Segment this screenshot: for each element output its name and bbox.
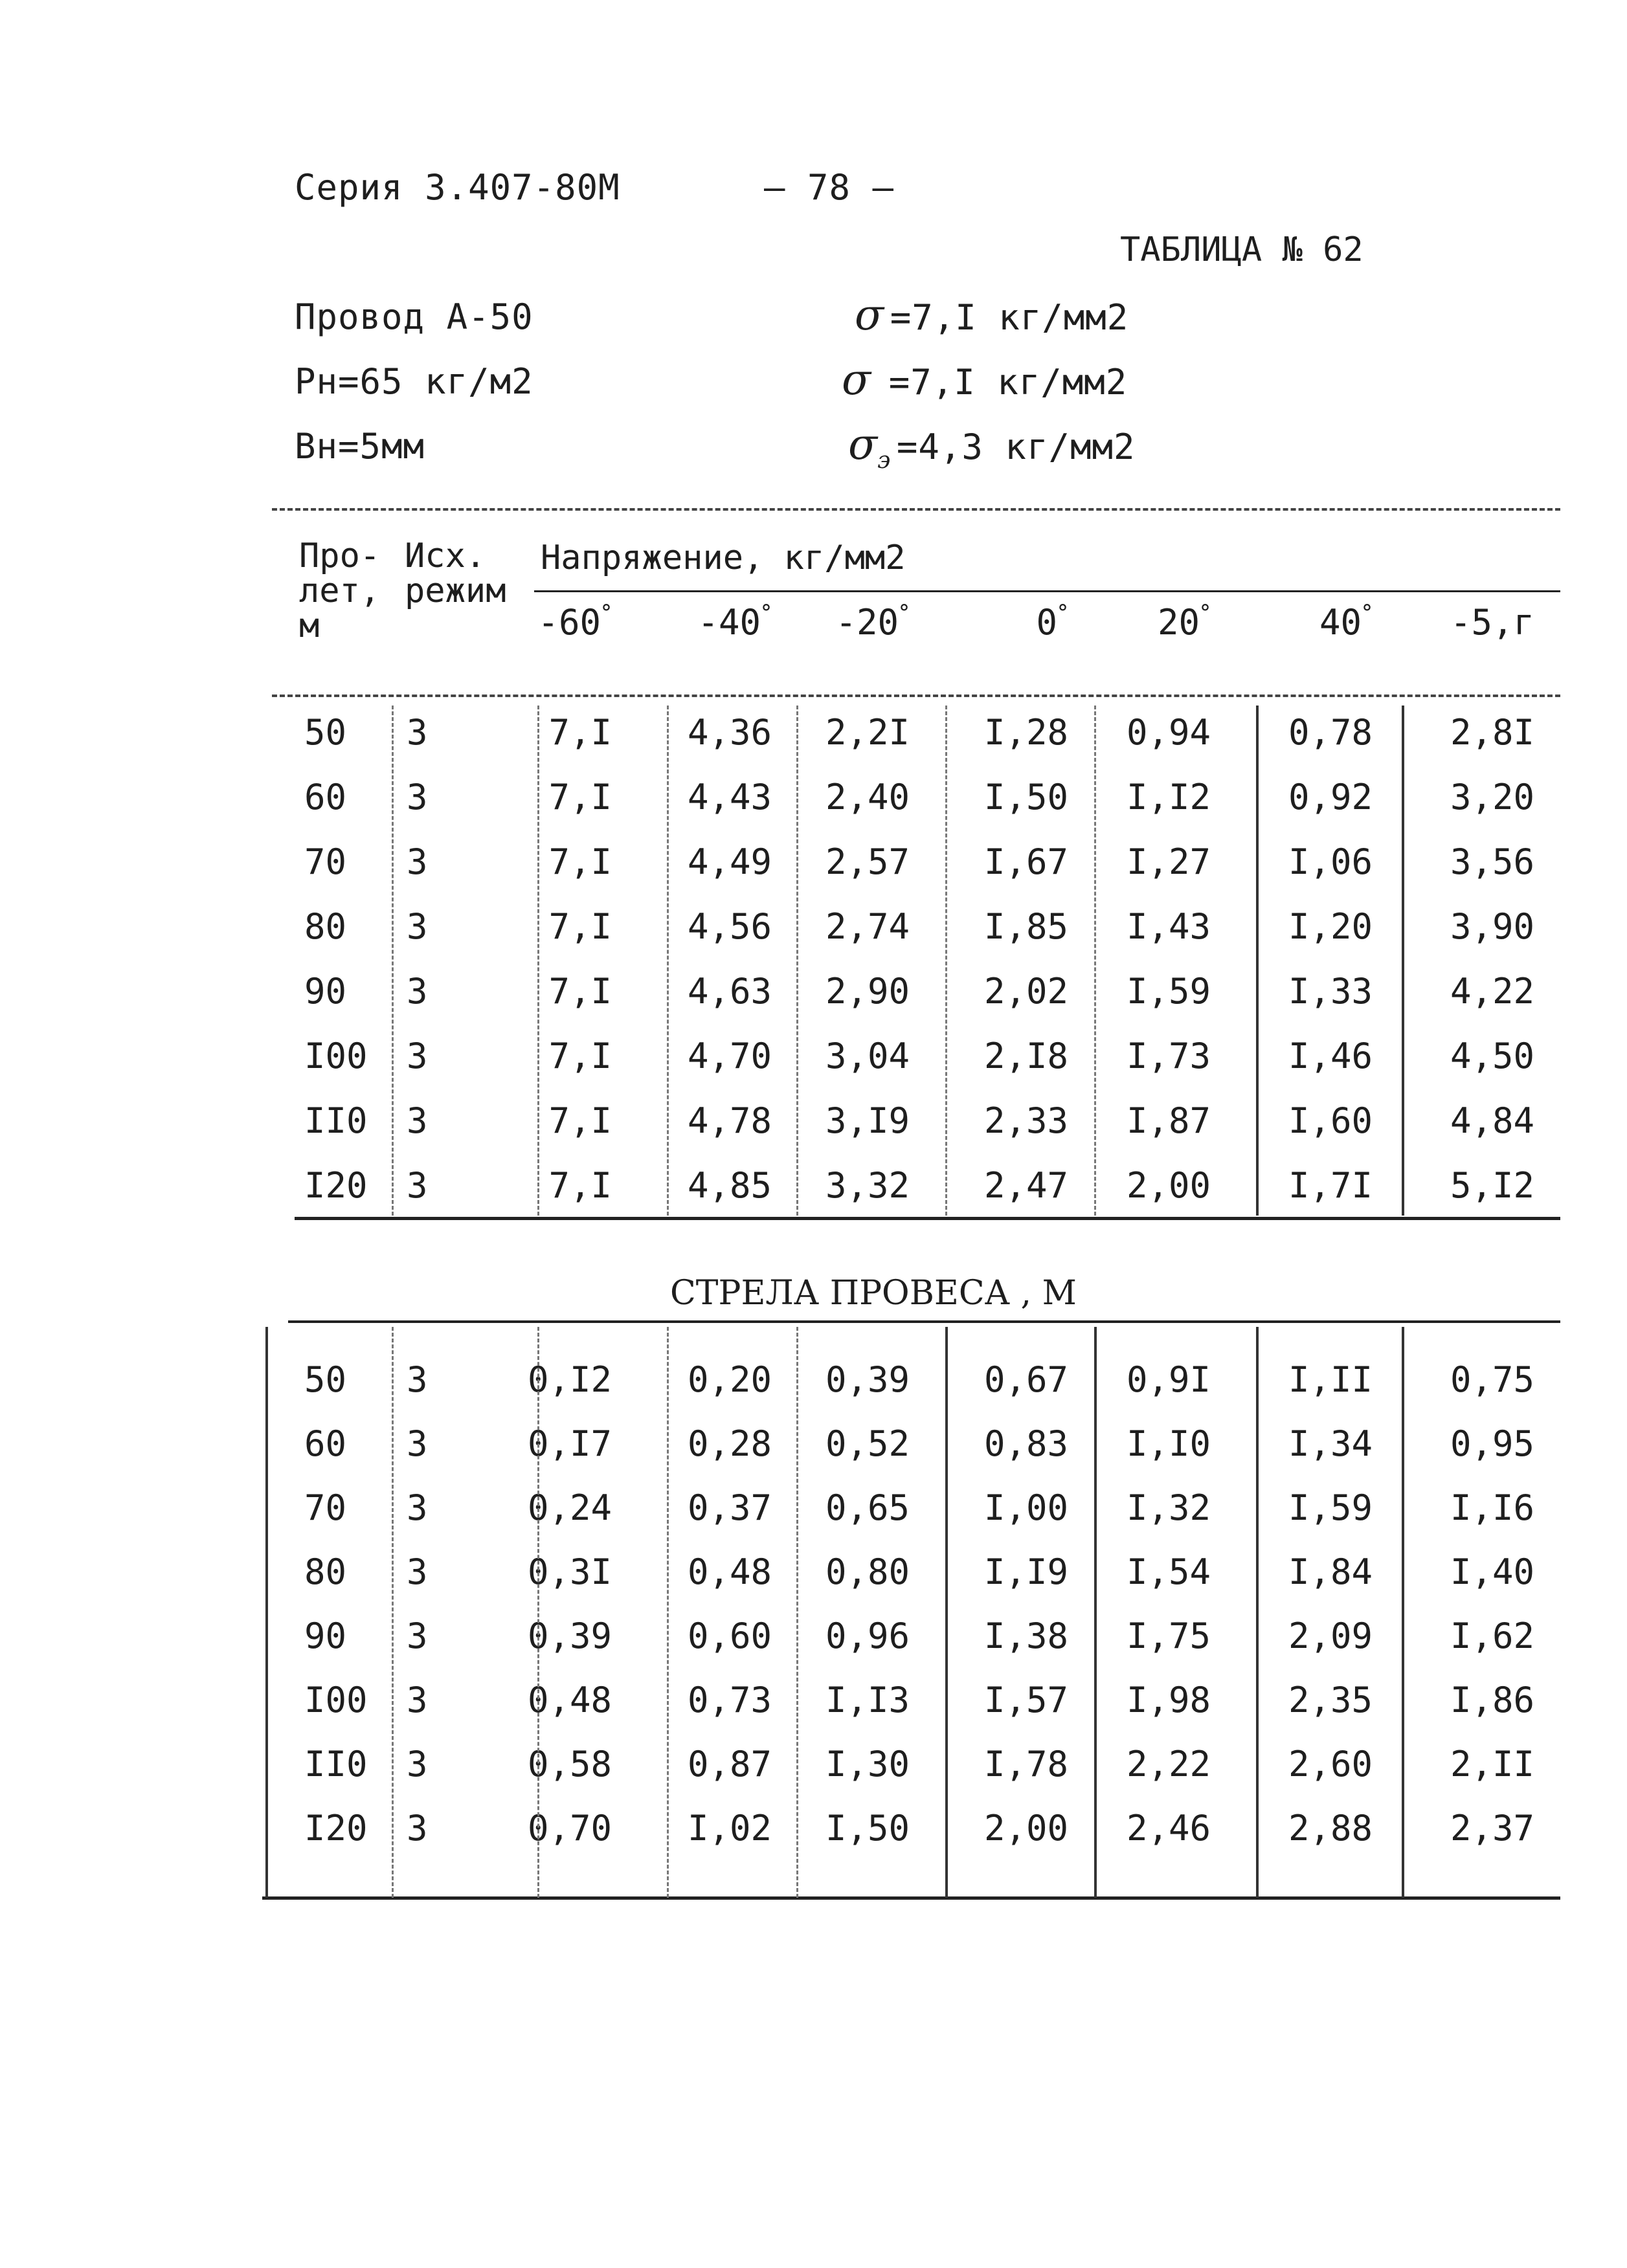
sigma-1 bbox=[855, 290, 1128, 340]
regime-cell: 3 bbox=[407, 1487, 428, 1528]
value-cell: 2,8I bbox=[1450, 712, 1534, 753]
stress-header-rule bbox=[534, 590, 1560, 592]
span-cell: 90 bbox=[304, 971, 347, 1012]
value-cell: 2,88 bbox=[1288, 1808, 1373, 1849]
value-cell: 2,35 bbox=[1288, 1680, 1373, 1720]
degree-mark: ° bbox=[1200, 600, 1211, 626]
value-cell: 7,I bbox=[548, 1036, 612, 1076]
value-cell: 0,78 bbox=[1288, 712, 1373, 753]
regime-cell: 3 bbox=[407, 971, 428, 1012]
wire-label: Провод А-50 bbox=[295, 296, 533, 337]
span-cell: 80 bbox=[304, 906, 347, 947]
value-cell: 2,00 bbox=[1126, 1165, 1211, 1206]
value-cell: I,27 bbox=[1126, 841, 1211, 882]
value-cell: I,40 bbox=[1450, 1551, 1534, 1592]
value-cell: 3,I9 bbox=[825, 1100, 910, 1141]
regime-header: Исх. режим bbox=[405, 537, 506, 610]
column-divider bbox=[1402, 706, 1404, 1216]
value-cell: I,57 bbox=[983, 1680, 1068, 1720]
value-cell: I,02 bbox=[687, 1808, 772, 1849]
regime-cell: 3 bbox=[407, 777, 428, 817]
column-divider bbox=[1094, 706, 1096, 1216]
value-cell: 4,49 bbox=[687, 841, 772, 882]
span-cell: I00 bbox=[304, 1680, 368, 1720]
value-cell: 0,I7 bbox=[527, 1423, 612, 1464]
value-cell: I,43 bbox=[1126, 906, 1211, 947]
regime-cell: 3 bbox=[407, 841, 428, 882]
value-cell: 7,I bbox=[548, 712, 612, 753]
span-cell: I00 bbox=[304, 1036, 368, 1076]
value-cell: 4,85 bbox=[687, 1165, 772, 1206]
value-cell: 0,96 bbox=[825, 1616, 910, 1656]
degree-mark: ° bbox=[899, 600, 910, 626]
value-cell: I,59 bbox=[1126, 971, 1211, 1012]
temperature-header: -60° bbox=[537, 600, 612, 643]
value-cell: 3,20 bbox=[1450, 777, 1534, 817]
value-cell: 2,02 bbox=[983, 971, 1068, 1012]
value-cell: 0,87 bbox=[687, 1744, 772, 1784]
regime-cell: 3 bbox=[407, 1744, 428, 1784]
value-cell: I,67 bbox=[983, 841, 1068, 882]
span-cell: 60 bbox=[304, 1423, 347, 1464]
column-divider bbox=[945, 706, 947, 1216]
value-cell: 2,47 bbox=[983, 1165, 1068, 1206]
regime-cell: 3 bbox=[407, 1551, 428, 1592]
value-cell: 0,I2 bbox=[527, 1359, 612, 1400]
value-cell: 0,24 bbox=[527, 1487, 612, 1528]
value-cell: 7,I bbox=[548, 841, 612, 882]
temperature-header: 0° bbox=[1036, 600, 1068, 643]
degree-mark: ° bbox=[761, 600, 772, 626]
span-cell: 80 bbox=[304, 1551, 347, 1592]
value-cell: 2,II bbox=[1450, 1744, 1534, 1784]
column-divider bbox=[1402, 1327, 1404, 1898]
value-cell: I,06 bbox=[1288, 841, 1373, 882]
temperature-header: 20° bbox=[1157, 600, 1211, 643]
degree-mark: ° bbox=[601, 600, 612, 626]
value-cell: 0,94 bbox=[1126, 712, 1211, 753]
value-cell: 4,56 bbox=[687, 906, 772, 947]
value-cell: 2,46 bbox=[1126, 1808, 1211, 1849]
value-cell: I,II bbox=[1288, 1359, 1373, 1400]
table-bottom-rule bbox=[262, 1896, 1560, 1900]
sigma-1-icon: σ bbox=[855, 290, 884, 340]
column-divider bbox=[1256, 1327, 1259, 1898]
regime-cell: 3 bbox=[407, 1359, 428, 1400]
value-cell: I,75 bbox=[1126, 1616, 1211, 1656]
value-cell: 2,22 bbox=[1126, 1744, 1211, 1784]
value-cell: I,32 bbox=[1126, 1487, 1211, 1528]
value-cell: I,I0 bbox=[1126, 1423, 1211, 1464]
top-rule bbox=[272, 508, 1560, 511]
header-bottom-rule bbox=[272, 695, 1560, 697]
value-cell: 2,I8 bbox=[983, 1036, 1068, 1076]
value-cell: I,38 bbox=[983, 1616, 1068, 1656]
span-header: Про- лет, м bbox=[299, 537, 381, 645]
span-cell: I20 bbox=[304, 1808, 368, 1849]
regime-cell: 3 bbox=[407, 1423, 428, 1464]
value-cell: 0,20 bbox=[687, 1359, 772, 1400]
value-cell: 2,09 bbox=[1288, 1616, 1373, 1656]
bn-label: Вн=5мм bbox=[295, 426, 425, 467]
column-divider bbox=[667, 1327, 669, 1898]
value-cell: 0,60 bbox=[687, 1616, 772, 1656]
value-cell: I,87 bbox=[1126, 1100, 1211, 1141]
span-cell: II0 bbox=[304, 1100, 368, 1141]
value-cell: 0,75 bbox=[1450, 1359, 1534, 1400]
value-cell: I,54 bbox=[1126, 1551, 1211, 1592]
sag-header-rule bbox=[288, 1320, 1560, 1323]
value-cell: 0,9I bbox=[1126, 1359, 1211, 1400]
value-cell: I,28 bbox=[983, 712, 1068, 753]
value-cell: 2,2I bbox=[825, 712, 910, 753]
value-cell: I,20 bbox=[1288, 906, 1373, 947]
value-cell: 3,04 bbox=[825, 1036, 910, 1076]
column-divider bbox=[1094, 1327, 1097, 1898]
value-cell: 2,33 bbox=[983, 1100, 1068, 1141]
value-cell: 2,40 bbox=[825, 777, 910, 817]
value-cell: 2,74 bbox=[825, 906, 910, 947]
value-cell: I,I2 bbox=[1126, 777, 1211, 817]
regime-cell: 3 bbox=[407, 1100, 428, 1141]
stress-header: Напряжение, кг/мм2 bbox=[541, 539, 906, 577]
temperature-header: -40° bbox=[697, 600, 772, 643]
span-cell: II0 bbox=[304, 1744, 368, 1784]
regime-cell: 3 bbox=[407, 906, 428, 947]
value-cell: 4,43 bbox=[687, 777, 772, 817]
value-cell: 0,58 bbox=[527, 1744, 612, 1784]
temperature-header: -20° bbox=[835, 600, 910, 643]
value-cell: I,50 bbox=[825, 1808, 910, 1849]
value-cell: I,30 bbox=[825, 1744, 910, 1784]
column-divider bbox=[796, 1327, 798, 1898]
value-cell: 4,63 bbox=[687, 971, 772, 1012]
value-cell: I,84 bbox=[1288, 1551, 1373, 1592]
value-cell: 7,I bbox=[548, 777, 612, 817]
value-cell: 4,36 bbox=[687, 712, 772, 753]
value-cell: 0,80 bbox=[825, 1551, 910, 1592]
degree-mark: ° bbox=[1057, 600, 1068, 626]
value-cell: 0,67 bbox=[983, 1359, 1068, 1400]
value-cell: 0,52 bbox=[825, 1423, 910, 1464]
value-cell: I,00 bbox=[983, 1487, 1068, 1528]
table-number: ТАБЛИЦА № 62 bbox=[1120, 230, 1363, 269]
span-cell: 50 bbox=[304, 1359, 347, 1400]
stress-bottom-rule bbox=[295, 1217, 1560, 1220]
value-cell: 0,65 bbox=[825, 1487, 910, 1528]
value-cell: 0,70 bbox=[527, 1808, 612, 1849]
sigma-2 bbox=[842, 355, 1127, 405]
value-cell: I,I3 bbox=[825, 1680, 910, 1720]
page-number: – 78 – bbox=[764, 167, 895, 208]
value-cell: 5,I2 bbox=[1450, 1165, 1534, 1206]
value-cell: 0,28 bbox=[687, 1423, 772, 1464]
value-cell: 0,95 bbox=[1450, 1423, 1534, 1464]
value-cell: 2,37 bbox=[1450, 1808, 1534, 1849]
value-cell: 7,I bbox=[548, 1100, 612, 1141]
value-cell: 2,90 bbox=[825, 971, 910, 1012]
value-cell: 0,48 bbox=[687, 1551, 772, 1592]
value-cell: I,98 bbox=[1126, 1680, 1211, 1720]
sigma-2-value: =7,I кг/мм2 bbox=[888, 362, 1128, 403]
column-divider bbox=[537, 1327, 539, 1898]
value-cell: 3,90 bbox=[1450, 906, 1534, 947]
value-cell: I,59 bbox=[1288, 1487, 1373, 1528]
value-cell: 4,50 bbox=[1450, 1036, 1534, 1076]
value-cell: I,86 bbox=[1450, 1680, 1534, 1720]
value-cell: I,34 bbox=[1288, 1423, 1373, 1464]
value-cell: 0,39 bbox=[527, 1616, 612, 1656]
degree-mark: ° bbox=[1362, 600, 1373, 626]
column-divider bbox=[392, 706, 394, 1216]
regime-cell: 3 bbox=[407, 1165, 428, 1206]
value-cell: I,73 bbox=[1126, 1036, 1211, 1076]
column-divider bbox=[796, 706, 798, 1216]
value-cell: 7,I bbox=[548, 906, 612, 947]
value-cell: 4,84 bbox=[1450, 1100, 1534, 1141]
value-cell: 0,39 bbox=[825, 1359, 910, 1400]
value-cell: 0,83 bbox=[983, 1423, 1068, 1464]
sigma-3-value: =4,3 кг/мм2 bbox=[896, 427, 1136, 467]
value-cell: I,I9 bbox=[983, 1551, 1068, 1592]
regime-cell: 3 bbox=[407, 1680, 428, 1720]
value-cell: I,50 bbox=[983, 777, 1068, 817]
span-cell: 70 bbox=[304, 841, 347, 882]
value-cell: 4,78 bbox=[687, 1100, 772, 1141]
span-cell: 50 bbox=[304, 712, 347, 753]
value-cell: I,62 bbox=[1450, 1616, 1534, 1656]
sag-header: СТРЕЛА ПРОВЕСА , М bbox=[670, 1274, 1077, 1313]
value-cell: I,33 bbox=[1288, 971, 1373, 1012]
span-cell: 70 bbox=[304, 1487, 347, 1528]
value-cell: I,60 bbox=[1288, 1100, 1373, 1141]
value-cell: 3,32 bbox=[825, 1165, 910, 1206]
regime-cell: 3 bbox=[407, 1616, 428, 1656]
regime-cell: 3 bbox=[407, 712, 428, 753]
column-divider bbox=[265, 1327, 268, 1898]
series-label: Серия 3.407-80М bbox=[295, 167, 620, 208]
sigma-3-sub: э bbox=[877, 447, 891, 474]
sigma-1-value: =7,I кг/мм2 bbox=[890, 297, 1129, 338]
column-divider bbox=[945, 1327, 948, 1898]
value-cell: I,7I bbox=[1288, 1165, 1373, 1206]
value-cell: 0,3I bbox=[527, 1551, 612, 1592]
value-cell: I,85 bbox=[983, 906, 1068, 947]
regime-cell: 3 bbox=[407, 1036, 428, 1076]
column-divider bbox=[1256, 706, 1259, 1216]
value-cell: 2,57 bbox=[825, 841, 910, 882]
span-cell: I20 bbox=[304, 1165, 368, 1206]
value-cell: 0,73 bbox=[687, 1680, 772, 1720]
value-cell: 7,I bbox=[548, 971, 612, 1012]
span-cell: 90 bbox=[304, 1616, 347, 1656]
value-cell: I,78 bbox=[983, 1744, 1068, 1784]
value-cell: 7,I bbox=[548, 1165, 612, 1206]
temperature-header: 40° bbox=[1319, 600, 1373, 643]
value-cell: 3,56 bbox=[1450, 841, 1534, 882]
sigma-3-icon: σ bbox=[848, 419, 878, 469]
value-cell: 4,70 bbox=[687, 1036, 772, 1076]
span-cell: 60 bbox=[304, 777, 347, 817]
value-cell: 0,48 bbox=[527, 1680, 612, 1720]
value-cell: I,46 bbox=[1288, 1036, 1373, 1076]
value-cell: 4,22 bbox=[1450, 971, 1534, 1012]
value-cell: 2,00 bbox=[983, 1808, 1068, 1849]
regime-cell: 3 bbox=[407, 1808, 428, 1849]
value-cell: I,I6 bbox=[1450, 1487, 1534, 1528]
value-cell: 2,60 bbox=[1288, 1744, 1373, 1784]
column-divider bbox=[392, 1327, 394, 1898]
column-divider bbox=[537, 706, 539, 1216]
temperature-header: -5,г bbox=[1450, 602, 1534, 643]
value-cell: 0,92 bbox=[1288, 777, 1373, 817]
pn-label: Рн=65 кг/м2 bbox=[295, 361, 533, 402]
value-cell: 0,37 bbox=[687, 1487, 772, 1528]
column-divider bbox=[667, 706, 669, 1216]
sigma-3 bbox=[848, 419, 1136, 474]
sigma-2-icon: σ bbox=[842, 355, 871, 405]
